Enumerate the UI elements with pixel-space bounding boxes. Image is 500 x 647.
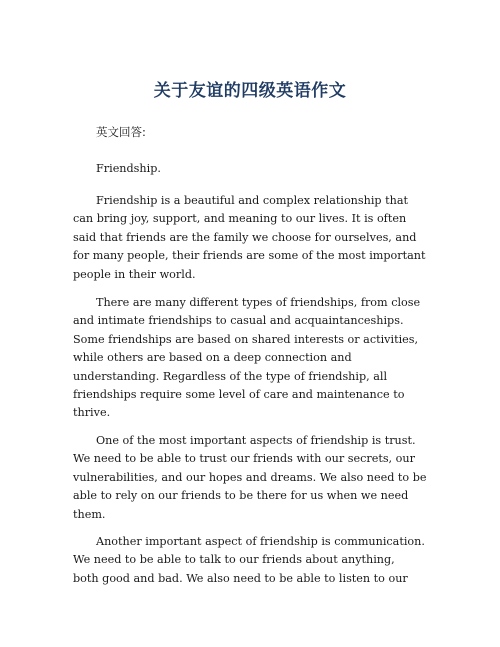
document-title: 关于友谊的四级英语作文 bbox=[153, 81, 347, 101]
paragraph-3 bbox=[73, 432, 425, 524]
paragraph-line: people in their world. bbox=[73, 267, 196, 281]
paragraph-line: thrive. bbox=[73, 406, 111, 420]
paragraph-line: and intimate friendships to casual and acquaintanceships. bbox=[73, 314, 404, 328]
paragraph-line: can bring joy, support, and meaning to our lives. It is often bbox=[73, 212, 407, 226]
paragraph-2 bbox=[73, 294, 425, 423]
paragraph-line: vulnerabilities, and our hopes and dreams. We also need to be bbox=[73, 470, 427, 484]
paragraph-line: for many people, their friends are some of the most important bbox=[73, 249, 426, 263]
answer-label: 英文回答: bbox=[96, 125, 146, 139]
paragraph-line: both good and bad. We also need to be able to listen to our bbox=[73, 571, 408, 585]
paragraph-line: One of the most important aspects of friendship is trust. bbox=[96, 434, 416, 447]
paragraph-line: while others are based on a deep connection and bbox=[73, 351, 352, 365]
paragraph-line: Some friendships are based on shared interests or activities, bbox=[73, 332, 419, 346]
paragraph-line: Another important aspect of friendship is communication. bbox=[96, 535, 425, 548]
paragraph-line: them. bbox=[73, 507, 106, 521]
paragraph-line: We need to be able to trust our friends with our secrets, our bbox=[73, 452, 415, 466]
paragraph-4 bbox=[73, 533, 425, 588]
paragraph-line: understanding. Regardless of the type of friendship, all bbox=[73, 369, 388, 383]
paragraph-line: There are many different types of friendships, from close bbox=[96, 296, 421, 309]
paragraph-line: We need to be able to talk to our friends about anything, bbox=[73, 553, 395, 567]
paragraph-line: able to rely on our friends to be there for us when we need bbox=[73, 489, 409, 503]
essay-heading: Friendship. bbox=[96, 162, 161, 175]
paragraph-line: said that friends are the family we choose for ourselves, and bbox=[73, 230, 417, 244]
paragraph-1 bbox=[73, 192, 425, 284]
paragraph-line: friendships require some level of care and maintenance to bbox=[73, 387, 405, 401]
paragraph-line: Friendship is a beautiful and complex relationship that bbox=[96, 194, 408, 207]
